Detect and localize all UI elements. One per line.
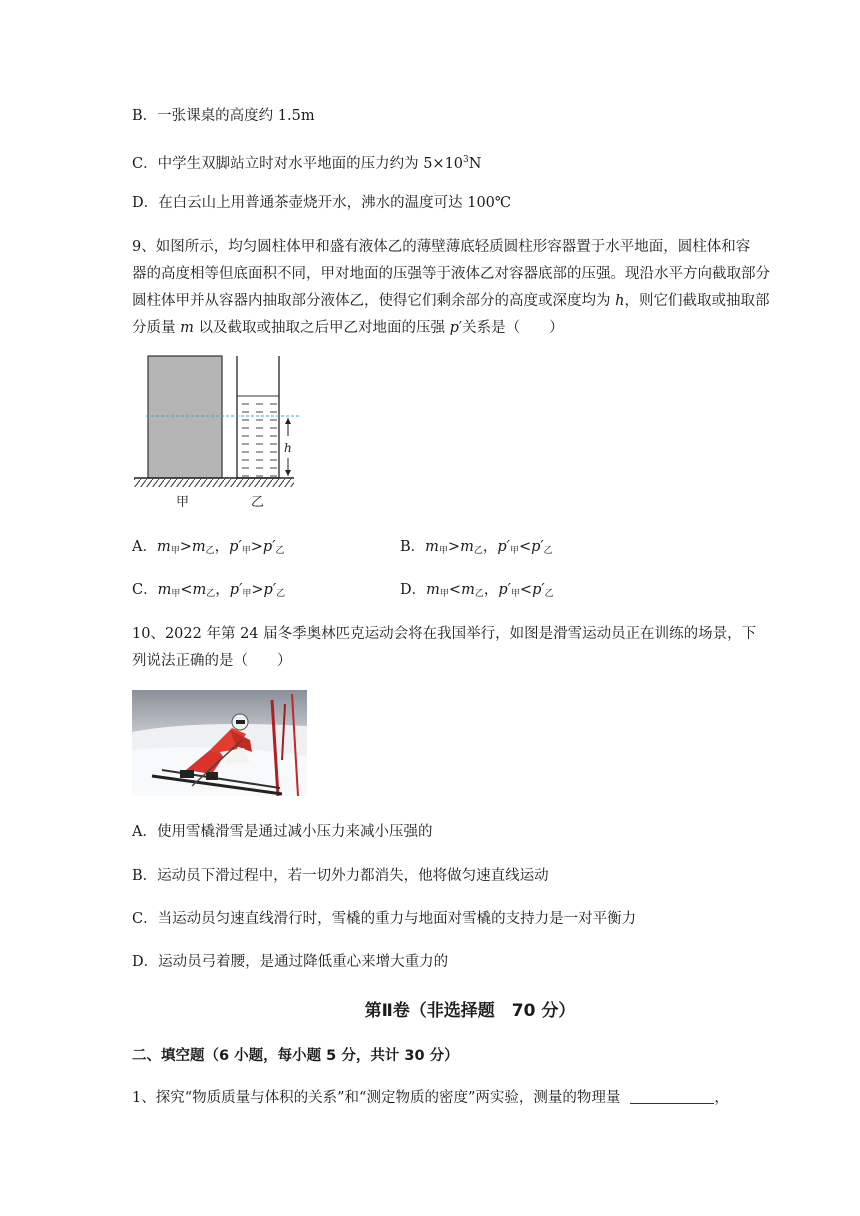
fill-q1-line: 1、探究“物质质量与体积的关系”和“测定物质的密度”两实验，测量的物理量 ，	[132, 1090, 729, 1106]
q9-stem-line2: 器的高度相等但底面积不同，甲对地面的压强等于液体乙对容器底部的压强。现沿水平方向截取部分	[132, 266, 770, 282]
answer-blank[interactable]	[630, 1089, 714, 1104]
q9-stem-line1: 9、如图所示，均匀圆柱体甲和盛有液体乙的薄壁薄底轻质圆柱形容器置于水平地面，圆柱体和容	[132, 239, 751, 255]
q10-stem-line2: 列说法正确的是（ ）	[132, 653, 292, 669]
q9-stem-line3: 圆柱体甲并从容器内抽取部分液体乙，使得它们剩余部分的高度或深度均为 h，则它们截取或抽取部	[132, 293, 770, 309]
liquid-yi	[237, 396, 279, 478]
q9-option-a[interactable]: A．$m_甲>m_乙$，$p'_甲>p'_乙$	[132, 539, 285, 556]
label-h: h	[284, 441, 292, 455]
q10-option-a[interactable]: A．使用雪橇滑雪是通过减小压力来减小压强的	[132, 824, 433, 840]
solid-cylinder-jia	[148, 356, 222, 478]
q8-option-b: B．一张课桌的高度约 1.5m	[132, 108, 315, 124]
q9-option-b[interactable]: B．$m_甲>m_乙$，$p'_甲<p'_乙$	[400, 539, 553, 556]
q10-option-b[interactable]: B．运动员下滑过程中，若一切外力都消失，他将做匀速直线运动	[132, 868, 549, 884]
q9-figure	[128, 352, 308, 512]
label-jia: 甲	[176, 495, 190, 510]
q10-option-c[interactable]: C．当运动员匀速直线滑行时，雪橇的重力与地面对雪橇的支持力是一对平衡力	[132, 911, 637, 927]
q8-option-c: C．中学生双脚站立时对水平地面的压力约为 $5\times 10^3N$	[132, 155, 482, 172]
part-heading: 二、填空题（6 小题，每小题 5 分，共计 30 分）	[132, 1048, 459, 1064]
q9-option-c[interactable]: C．$m_甲<m_乙$，$p'_甲>p'_乙$	[132, 582, 286, 599]
q10-stem-line1: 10、2022 年第 24 届冬季奥林匹克运动会将在我国举行，如图是滑雪运动员正在训练的场景，下	[132, 626, 757, 642]
q9-option-d[interactable]: D．$m_甲<m_乙$，$p'_甲<p'_乙$	[400, 582, 554, 599]
skier-photo	[132, 690, 307, 796]
q10-option-d[interactable]: D．运动员弓着腰，是通过降低重心来增大重力的	[132, 954, 449, 970]
q8-option-d: D．在白云山上用普通茶壶烧开水，沸水的温度可达 100℃	[132, 195, 512, 211]
label-yi: 乙	[251, 495, 265, 510]
section-title: 第Ⅱ卷（非选择题 70 分）	[364, 1001, 576, 1021]
q9-stem-line4: 分质量 m 以及截取或抽取之后甲乙对地面的压强 p′关系是（ ）	[132, 320, 564, 336]
